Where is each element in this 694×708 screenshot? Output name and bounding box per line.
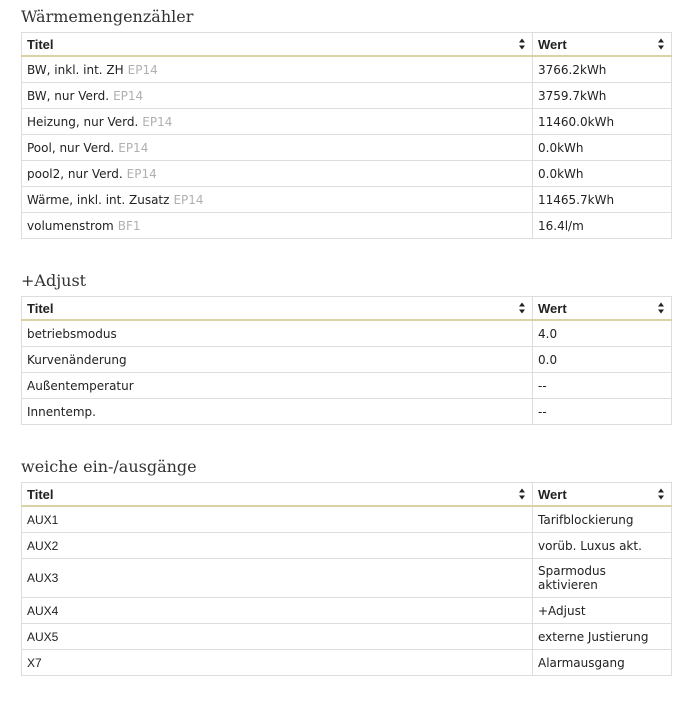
row-value-cell: Tarifblockierung bbox=[533, 506, 672, 533]
column-header-value[interactable] bbox=[533, 297, 672, 321]
sort-icon[interactable] bbox=[519, 303, 526, 314]
sort-icon[interactable] bbox=[658, 489, 665, 500]
row-value-cell: 4.0 bbox=[533, 320, 672, 347]
row-title-cell bbox=[22, 83, 533, 109]
row-title-cell bbox=[22, 187, 533, 213]
row-title-cell bbox=[22, 56, 533, 83]
section-weiche-ein-ausgaenge bbox=[21, 456, 671, 676]
table-header-row bbox=[22, 297, 672, 321]
sensor-id: BF1 bbox=[117, 218, 141, 233]
row-value-cell: externe Justierung bbox=[533, 624, 672, 650]
row-value-cell: Alarmausgang bbox=[533, 650, 672, 676]
row-title-cell: AUX4 bbox=[22, 598, 533, 624]
row-label: volumenstrom bbox=[27, 218, 114, 233]
column-header-label: Wert bbox=[538, 300, 567, 316]
column-header-title[interactable] bbox=[22, 483, 533, 507]
table-row bbox=[22, 598, 672, 624]
column-header-title[interactable] bbox=[22, 33, 533, 57]
table-header-row bbox=[22, 483, 672, 507]
row-title-cell: AUX2 bbox=[22, 533, 533, 559]
row-value-cell: 0.0kWh bbox=[533, 135, 672, 161]
sort-icon[interactable] bbox=[658, 39, 665, 50]
row-label: BW, inkl. int. ZH bbox=[27, 62, 124, 77]
row-title-cell: Außentemperatur bbox=[22, 373, 533, 399]
table-row bbox=[22, 373, 672, 399]
table-row bbox=[22, 533, 672, 559]
table-row bbox=[22, 399, 672, 425]
section-adjust bbox=[21, 270, 671, 425]
sensor-id: EP14 bbox=[127, 62, 158, 77]
section-title: Wärmemengenzähler bbox=[21, 7, 194, 26]
row-title-cell bbox=[22, 109, 533, 135]
column-header-title[interactable] bbox=[22, 297, 533, 321]
row-title-cell bbox=[22, 135, 533, 161]
table-row bbox=[22, 83, 672, 109]
table-row bbox=[22, 135, 672, 161]
table-row bbox=[22, 650, 672, 676]
row-value-cell: 3759.7kWh bbox=[533, 83, 672, 109]
row-value-cell: 0.0 bbox=[533, 347, 672, 373]
row-value-cell: 16.4l/m bbox=[533, 213, 672, 239]
column-header-label: Titel bbox=[27, 486, 54, 502]
row-title-cell bbox=[22, 161, 533, 187]
sort-icon[interactable] bbox=[519, 39, 526, 50]
data-table bbox=[21, 32, 672, 239]
sensor-id: EP14 bbox=[173, 192, 204, 207]
row-value-cell: 3766.2kWh bbox=[533, 56, 672, 83]
row-value-cell: Sparmodus aktivieren bbox=[533, 559, 672, 598]
row-value-cell: -- bbox=[533, 373, 672, 399]
table-row bbox=[22, 161, 672, 187]
sensor-id: EP14 bbox=[142, 114, 173, 129]
row-label: Wärme, inkl. int. Zusatz bbox=[27, 192, 170, 207]
row-value-cell: +Adjust bbox=[533, 598, 672, 624]
row-title-cell: AUX1 bbox=[22, 506, 533, 533]
section-title: weiche ein-/ausgänge bbox=[21, 457, 197, 476]
sensor-id: EP14 bbox=[126, 166, 157, 181]
row-label: Pool, nur Verd. bbox=[27, 140, 115, 155]
row-label: BW, nur Verd. bbox=[27, 88, 110, 103]
row-title-cell bbox=[22, 213, 533, 239]
data-table bbox=[21, 482, 672, 676]
table-row bbox=[22, 187, 672, 213]
sort-icon[interactable] bbox=[658, 303, 665, 314]
row-value-cell: 11465.7kWh bbox=[533, 187, 672, 213]
table-row bbox=[22, 347, 672, 373]
row-label: pool2, nur Verd. bbox=[27, 166, 123, 181]
row-title-cell: AUX3 bbox=[22, 559, 533, 598]
column-header-value[interactable] bbox=[533, 483, 672, 507]
sensor-id: EP14 bbox=[113, 88, 144, 103]
column-header-label: Wert bbox=[538, 36, 567, 52]
section-waermemengenzaehler bbox=[21, 6, 671, 239]
table-row bbox=[22, 213, 672, 239]
row-title-cell: Kurvenänderung bbox=[22, 347, 533, 373]
table-header-row bbox=[22, 33, 672, 57]
row-value-cell: 0.0kWh bbox=[533, 161, 672, 187]
row-title-cell: Innentemp. bbox=[22, 399, 533, 425]
table-row bbox=[22, 56, 672, 83]
row-title-cell: X7 bbox=[22, 650, 533, 676]
table-row bbox=[22, 559, 672, 598]
row-title-cell: AUX5 bbox=[22, 624, 533, 650]
row-label: Heizung, nur Verd. bbox=[27, 114, 139, 129]
section-title: +Adjust bbox=[21, 271, 87, 290]
row-value-cell: -- bbox=[533, 399, 672, 425]
row-value-cell: vorüb. Luxus akt. bbox=[533, 533, 672, 559]
column-header-label: Titel bbox=[27, 36, 54, 52]
sensor-id: EP14 bbox=[118, 140, 149, 155]
data-table bbox=[21, 296, 672, 425]
column-header-label: Wert bbox=[538, 486, 567, 502]
row-value-cell: 11460.0kWh bbox=[533, 109, 672, 135]
table-row bbox=[22, 624, 672, 650]
table-row bbox=[22, 506, 672, 533]
table-row bbox=[22, 109, 672, 135]
sort-icon[interactable] bbox=[519, 489, 526, 500]
table-row bbox=[22, 320, 672, 347]
column-header-label: Titel bbox=[27, 300, 54, 316]
column-header-value[interactable] bbox=[533, 33, 672, 57]
row-title-cell: betriebsmodus bbox=[22, 320, 533, 347]
